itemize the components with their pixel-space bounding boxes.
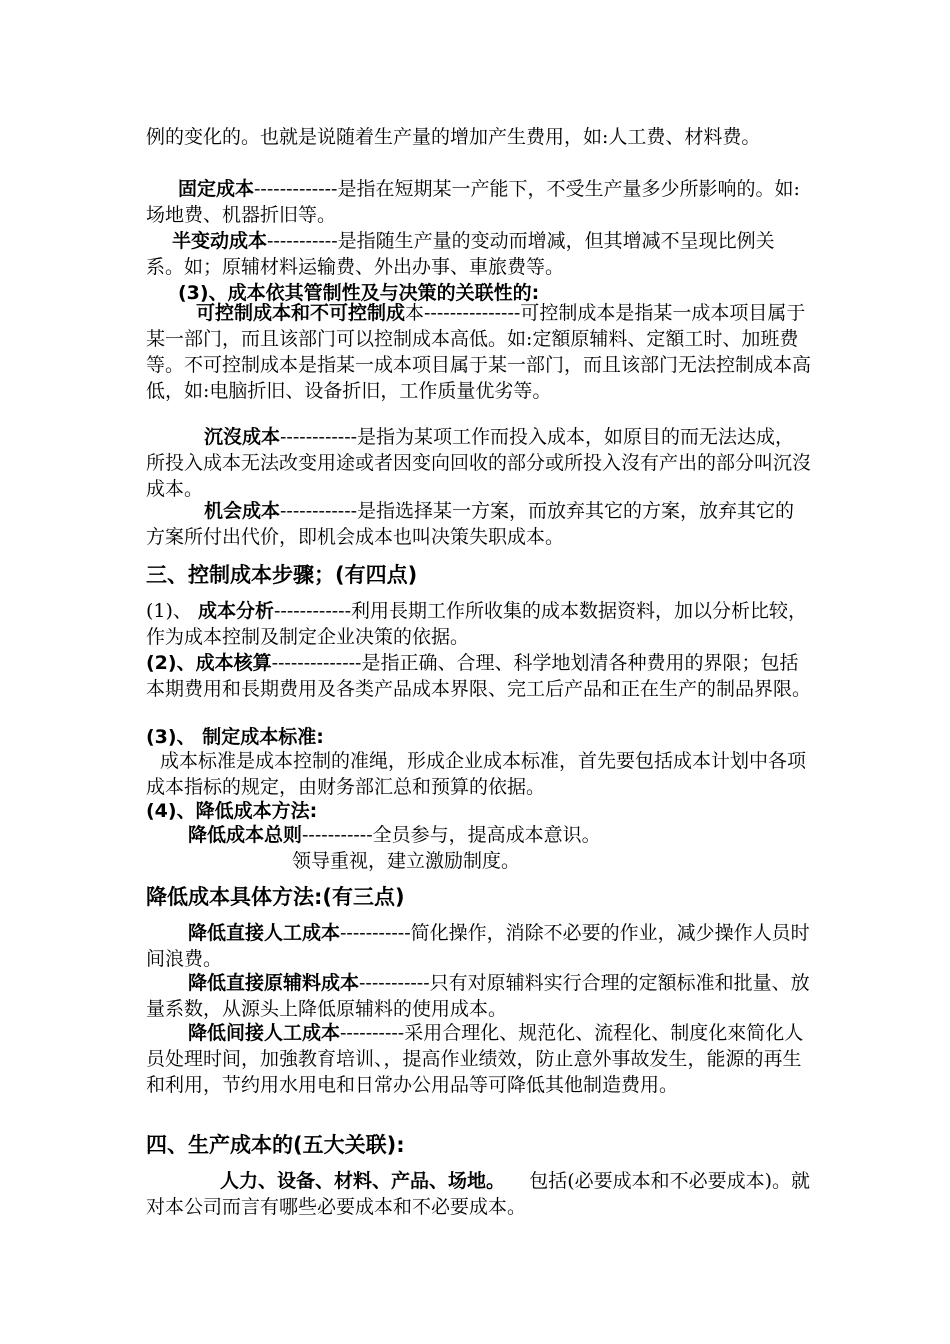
paragraph-method2 (146, 970, 811, 1022)
term-cost-accounting: (2)、成本核算 (146, 652, 272, 674)
text-reduce-rule: -----------全员参与，提高成本意识。 (302, 824, 601, 846)
subheading-controllability: (3)、成本依其管制性及与决策的关联性的: (178, 282, 540, 304)
term-cost-analysis: 成本分析 (197, 600, 274, 622)
text-semi-variable-cost: -----------是指随生产量的变动而增减，但其增减不呈现比例关系。如；原辅材料运输费、外出办事、車旅费等。 (146, 230, 775, 278)
paragraph-method1 (146, 920, 811, 972)
subheading-step4: (4)、降低成本方法: (146, 800, 318, 822)
term-semi-variable-cost: 半变动成本 (172, 230, 268, 252)
term-direct-labor: 降低直接人工成本 (188, 922, 341, 944)
term-five-links: 人力、设备、材料、产品、场地。 (220, 1170, 506, 1192)
text-five-links: 包括(必要成本和不必要成本)。就对本公司而言有哪些必要成本和不必要成本。 (146, 1170, 811, 1218)
paragraph-step2 (146, 650, 811, 702)
paragraph-five-links (146, 1168, 811, 1220)
heading-reduction-methods: 降低成本具体方法:(有三点) (146, 885, 405, 909)
paragraph-controllable-cost (146, 300, 811, 404)
text-direct-material: -----------只有对原辅料实行合理的定額标准和批量、放量系数，从源头上降低原辅料的使用成本。 (146, 972, 810, 1020)
text-fixed-cost: -------------是指在短期某一产能下，不受生产量多少所影响的。如:场地费、机器折旧等。 (146, 178, 800, 226)
term-controllable-cost: 可控制成本和不可控制成 (196, 302, 406, 324)
paragraph-opportunity-cost (146, 498, 811, 550)
subheading-step3: (3)、 制定成本标准: (146, 726, 324, 748)
text-opportunity-cost: ------------是指选择某一方案，而放弃其它的方案，放弃其它的方案所付出代价，即机会成本也叫决策失职成本。 (146, 500, 795, 548)
paragraph-reduce-rule (188, 822, 853, 848)
paragraph-step1 (146, 598, 811, 650)
paragraph-sunk-cost (146, 424, 811, 502)
text-direct-labor: -----------简化操作，消除不必要的作业，减少操作人员时间浪费。 (146, 922, 810, 970)
text-cost-accounting: --------------是指正确、合理、科学地划清各种费用的界限；包括本期费用和長期费用及各类产品成本界限、完工后产品和正在生产的制品界限。 (146, 652, 812, 700)
text-sunk-cost: ------------是指为某项工作而投入成本，如原目的而无法达成，所投入成本无法改变用途或者因变向回收的部分或所投入沒有产出的部分叫沉沒成本。 (146, 426, 812, 500)
term-reduce-rule: 降低成本总则 (188, 824, 303, 846)
paragraph-variable-cost-end: 例的变化的。也就是说随着生产量的增加产生费用，如:人工费、材料费。 (146, 126, 761, 148)
paragraph-fixed-cost (146, 176, 811, 228)
paragraph-method3 (146, 1020, 811, 1098)
text-indirect-labor: ----------采用合理化、规范化、流程化、制度化來简化人员处理时间，加強教育培训、，提高作业绩效，防止意外事故发生，能源的再生和利用，节约用水用电和日常办公用品等可降低其他制造费用。 (146, 1022, 804, 1096)
term-sunk-cost: 沉沒成本 (204, 426, 281, 448)
term-direct-material: 降低直接原辅料成本 (188, 972, 360, 994)
paragraph-reduce-rule-2: 领导重视，建立激励制度。 (292, 850, 521, 872)
step1-prefix: (1)、 (146, 600, 192, 622)
heading-control-steps: 三、控制成本步骤；(有四点) (146, 563, 418, 587)
text-controllable-cost: 本---------------可控制成本是指某一成本项目属于某一部门，而且该部门可以控制成本高低。如:定額原辅料、定額工时、加班费等。不可控制成本是指某一成本项目属于某一部门，而且该部门无法控制成本高低，如:电脑折旧、设备折旧，工作质量优劣等。 (146, 302, 812, 402)
term-indirect-labor: 降低间接人工成本 (188, 1022, 341, 1044)
term-opportunity-cost: 机会成本 (204, 500, 281, 522)
heading-five-links: 四、生产成本的(五大关联): (146, 1133, 405, 1157)
term-fixed-cost: 固定成本 (178, 178, 255, 200)
paragraph-semi-variable-cost (146, 228, 811, 280)
text-cost-analysis: ------------利用長期工作所收集的成本数据资料，加以分析比较，作为成本控制及制定企业决策的依据。 (146, 600, 808, 648)
paragraph-step3: 成本标准是成本控制的准绳，形成企业成本标准，首先要包括成本计划中各项成本指标的规定，由财务部汇总和预算的依据。 (146, 750, 807, 798)
